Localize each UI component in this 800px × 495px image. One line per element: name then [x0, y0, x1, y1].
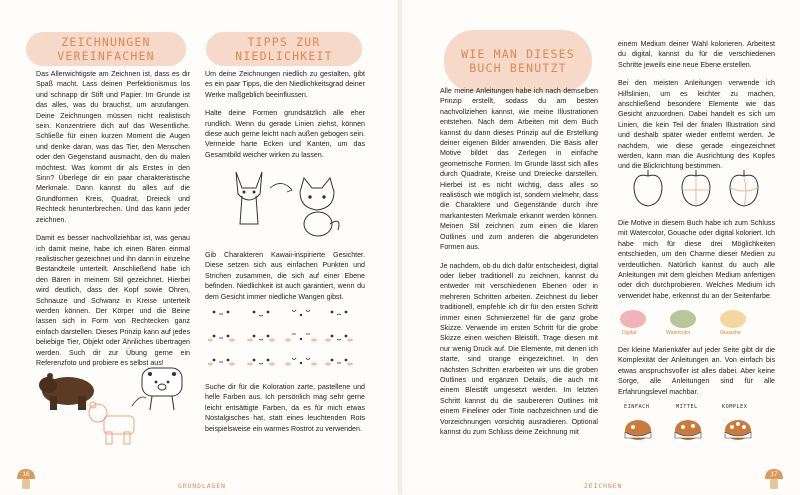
left-column-2 [205, 69, 365, 168]
heading-wie-man-dieses-buch-benutzt: WIE MAN DIESES BUCH BENUTZT [444, 30, 592, 92]
page-number-left: 16 [16, 468, 36, 490]
paragraph: Bei den meisten Anleitungen verwende ich Hilfslinien, um es leichter zu machen, anschließend besondere Elemente wie das Gesicht anzuordnen. Dabei handelt es sich um Linien, die kein Teil der finalen Illustration sind und deshalb später wieder entfernt werden. Je nachdem, wie diese gerade eingezeichnet werden, kann man die Ausrichtung des Kopfes und die Blickrichtung bestimmen. [618, 79, 775, 171]
kawaii-faces-grid [208, 304, 358, 370]
heading-tipps-niedlichkeit: TIPPS ZUR NIEDLICHKEIT [206, 32, 362, 66]
swatch-label-digital: Digital [622, 330, 637, 336]
ladybug-icon [725, 420, 751, 440]
level-label-mittel: MITTEL [676, 404, 698, 410]
swatch-label-watercolor: Watercolor [666, 330, 691, 336]
swatch-watercolor [670, 310, 696, 328]
realistic-bear [39, 373, 94, 410]
paragraph: Je nachdem, ob du dich dafür entscheidest, digital oder lieber traditionell zu zeichnen, kannst du entweder mit verschiedenen Ebenen oder in mehreren Schritten arbeiten. Zeichnest du lieber traditionell, empfehle ich dir für den ersten Schritt immer einen Schmierzettel für die ganz grobe Skizze. Verwende im ersten Schritt für die grobe Skizze einen weichen Bleistift. Trage diesen mit nur wenig Druck auf. Die Elemente, mit denen ich starte, sind orange eingezeichnet. In den nächsten Schritten erarbeiten wir uns die groben Outlines und ergänzen Details, die auch mit einem Bleistift umgesetzt werden. Im letzten Schritt kannst du die saubereren Outlines mit einem Fineliner oder Tinte nachzeichnen und die Vorzeichnungen vorsichtig ausradieren. Optional kannst du zum Schluss deine Zeichnung mit [440, 261, 598, 436]
left-column-2c [205, 382, 365, 442]
swatch-gouache [720, 310, 746, 328]
cats-illustration [230, 168, 350, 240]
level-label-einfach: EINFACH [624, 404, 650, 410]
right-column-2c [618, 345, 775, 405]
ladybug-level-icons [622, 414, 762, 442]
swatch-label-gouache: Gouache [720, 330, 741, 336]
paragraph: Die Motive in diesem Buch habe ich zum Schluss mit Watercolor, Gouache oder digital koloriert. Ich habe mich für diese drei Möglichkeiten entschieden, um den Charme dieser Medien zu verdeutlichen. Natürlich kannst du auch alle Anleitungen mit dem gleichen Medium anfertigen oder dich durchprobieren. Welches Medium ich verwendet habe, erkennst du an der Seitenfarbe. [618, 219, 775, 300]
level-label-komplex: KOMPLEX [722, 404, 748, 410]
paragraph: Um deine Zeichnungen niedlich zu gestalten, gibt es ein paar Tipps, die den Niedlichkeitsgrad deiner Werke maßgeblich beeinflussen. [205, 70, 365, 99]
paragraph: Damit es besser nachvollziehbar ist, was genau ich damit meine, habe ich einen Bären einmal realistischer gezeichnet und ihn dann in einzelne Bestandteile unterteilt. Anschließend habe ich den Bären in meinem Stil gezeichnet. Hierbei wird deutlich, dass der Kopf sowie Ohren, Schnauze und Schwanz in Kreise unterteilt werden können. Der Körper und die Beine lassen sich in Form von Rechtecken ganz einfach darstellen. Dieses Prinzip kann auf jedes beliebige Tier, Objekt oder Ähnliches übertragen werden. Such dir zur Übung gerne ein Referenzfoto und probiere es selbst aus! [36, 234, 190, 367]
footer-grundlagen: GRUNDLAGEN [178, 483, 226, 490]
bear-illustration [36, 366, 186, 454]
paragraph: Das Allerwichtigste am Zeichnen ist, dass es dir Spaß macht. Lass deinen Perfektionismus los und schnapp dir Stift und Papier. Im Grunde ist das alles, was du brauchst, um anzufangen. Deine Zeichnungen müssen nicht realistisch sein. Konzentriere dich auf das Wesentliche. Schließe für einen kurzen Moment die Augen und denke daran, was das Tier, den Menschen oder den Gegenstand ausmacht, den du malen möchtest. Was kommt dir als Erstes in den Sinn? Überlege dir ein paar charakteristische Merkmale. Dann kannst du alles auf die Grundformen Kreis, Quadrat, Dreieck und Rechteck herunterbrechen. Und das kann jeder zeichnen. [36, 70, 190, 224]
heading-zeichnungen-vereinfachen: ZEICHNUNGEN VEREINFACHEN [26, 32, 186, 66]
apple-guides-illustration [628, 166, 768, 210]
right-column-2b [618, 218, 775, 309]
left-column-1 [36, 69, 190, 376]
right-page [402, 0, 800, 494]
paragraph: einem Medium deiner Wahl kolorieren. Arbeitest du digital, kannst du für die verschiedenen Schritte jeweils eine neue Ebene erstellen. [618, 40, 775, 69]
paragraph: Halte deine Formen grundsätzlich alle eher rundlich. Wenn du gerade Linien ziehst, können diese auch gerne leicht nach außen gebogen sein. Vermeide harte Ecken und Kanten, um das Gesamtbild weicher wirken zu lassen. [205, 109, 365, 159]
ladybug-icon [625, 420, 651, 440]
ladybug-icon [675, 420, 701, 440]
shapes-bear [89, 402, 134, 444]
right-column-2 [618, 39, 775, 180]
left-page [0, 0, 398, 494]
page-number-right: 17 [764, 468, 784, 490]
left-column-2b [205, 250, 365, 310]
footer-zeichnen: ZEICHNEN [584, 483, 623, 490]
paragraph: Gib Charakteren Kawaii-inspirierte Gesichter. Diese setzen sich aus einfachen Punkten und Strichen zusammen, die sich auf einer Ebene befinden. Niedlichkeit ist auch garantiert, wenn du dem Gesicht immer niedliche Wangen gibst. [205, 251, 365, 301]
paragraph: Suche dir für die Koloration zarte, pastellene und helle Farben aus. Ich persönlich mag sehr gerne leicht entsättigte Farben, da es für mich etwas Nostalgisches hat, statt eines leuchtenden Rots beispielsweise ein warmes Rostrot zu verwenden. [205, 383, 365, 433]
paragraph: Alle meine Anleitungen habe ich nach demselben Prinzip erstellt, sodass du am besten nachvollziehen kannst, wie meine Illustrationen entstehen. Nach dem Arbeiten mit dem Buch kannst du dann dieses Prinzip auf die Erstellung deiner eigenen Bilder anwenden. Die Basis aller Motive bildet das Zerlegen in einfache geometrische Formen. Im Grunde lässt sich alles durch Quadrate, Kreise und Dreiecke darstellen. Hierbei ist es nicht wichtig, dass alles so realistisch wie möglich ist, sondern vielmehr, dass die Charaktere und Gegenstände durch ihre markantesten Merkmale erkannt werden können. Meinen Stil zeichnen zum einen die klaren Outlines und zum anderen die abgerundeten Formen aus. [440, 87, 598, 252]
cute-bear [142, 368, 182, 410]
swatch-digital [620, 310, 646, 328]
right-column-1 [440, 86, 598, 445]
paragraph: Der kleine Marienkäfer auf jeder Seite gibt dir die Komplexität der Anleitungen an. Von einfach bis etwas anspruchsvoller ist alles dabei. Aber keine Sorge, alle Anleitungen sind für alle Erfahrungslevel machbar. [618, 346, 775, 396]
